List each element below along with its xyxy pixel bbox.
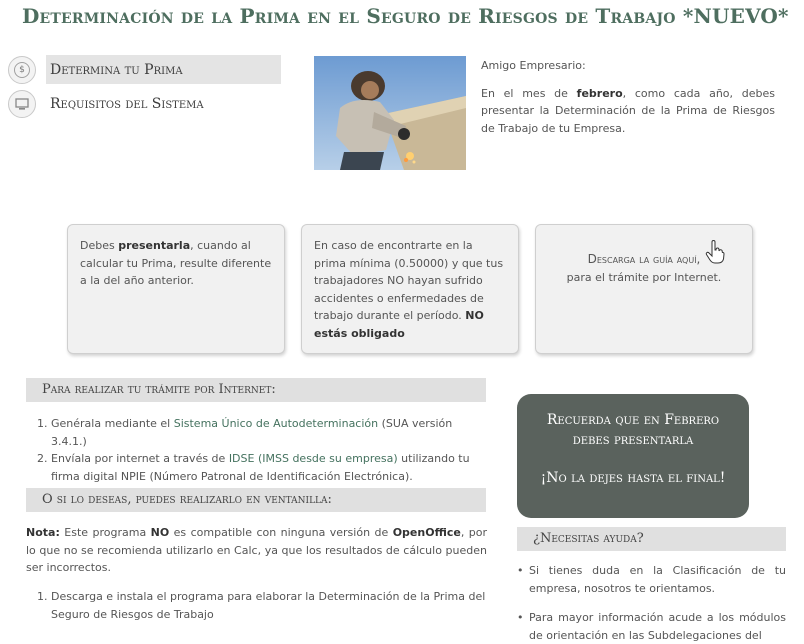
- list-item-text: Si tienes duda en la Clasificación de tu empresa, nosotros te orientamos.: [529, 564, 786, 595]
- intro-text-part: , como cada año, debes presentar la Determinación de la Prima de Riesgos de Trabajo de tu Empresa.: [481, 86, 775, 135]
- text-part: utilizando tu firma digital NPIE (Número Patronal de Identificación Electrónica).: [51, 452, 470, 483]
- page-title: Determinación de la Prima en el Seguro de Riesgos de Trabajo *NUEVO*: [22, 4, 789, 28]
- worker-photo: [314, 56, 466, 170]
- coin-icon: $: [8, 56, 36, 84]
- info-card-presentarla: [67, 224, 285, 354]
- card-bold: NO estás obligado: [314, 309, 484, 340]
- list-item: [37, 588, 487, 623]
- sua-link[interactable]: Sistema Único de Autodeterminación: [173, 417, 379, 430]
- hand-pointer-icon: [705, 240, 725, 264]
- nav-item-determina-tu-prima[interactable]: [8, 55, 283, 84]
- reminder-line: ¡No la dejes hasta el final!: [540, 470, 726, 486]
- list-item: [517, 562, 786, 597]
- list-item-text: [51, 450, 487, 485]
- side-nav: [8, 55, 283, 123]
- help-section-heading: ¿Necesitas ayuda?: [517, 527, 786, 551]
- list-item-text: [51, 415, 487, 450]
- text-part: Envíala por internet a través de: [51, 452, 229, 465]
- bullet-icon: •: [517, 564, 524, 577]
- note-bold: NO: [150, 526, 170, 539]
- reminder-line: debes presentarla: [572, 432, 694, 448]
- list-number: 1.: [37, 417, 48, 430]
- intro-text-part: En el mes de: [481, 86, 577, 100]
- list-item-text: Para mayor información acude a los módulos de orientación en las Subdelegaciones del: [529, 611, 786, 642]
- download-guide-link[interactable]: Descarga la guía aquí,: [587, 252, 701, 266]
- computer-icon: [8, 90, 36, 118]
- text-part: es compatible con ninguna versión de: [169, 526, 393, 539]
- idse-link[interactable]: IDSE (IMSS desde su empresa): [228, 452, 398, 465]
- ventanilla-steps-list: [37, 588, 487, 623]
- intro-text: [481, 57, 775, 137]
- nav-item-label: Requisitos del Sistema: [50, 95, 204, 112]
- list-item-text: Descarga e instala el programa para elaborar la Determinación de la Prima del Seguro de Riesgos de Trabajo: [51, 590, 486, 621]
- note-label: Nota:: [26, 526, 60, 539]
- february-reminder-box: [517, 394, 749, 518]
- ventanilla-section-heading: O si lo deseas, puedes realizarlo en ventanilla:: [26, 488, 486, 512]
- text-part: (SUA versión 3.4.1.): [51, 417, 453, 448]
- info-card-prima-minima: [301, 224, 519, 354]
- note-bold: OpenOffice: [392, 526, 461, 539]
- internet-steps-list: [37, 415, 487, 485]
- nav-item-label: Determina tu Prima: [50, 61, 183, 78]
- intro-greeting: Amigo Empresario:: [481, 59, 586, 72]
- reminder-line: Recuerda que en Febrero: [546, 412, 720, 428]
- list-item: [37, 415, 487, 450]
- text-part: Este programa: [59, 526, 151, 539]
- card-bold: presentarla: [118, 239, 191, 252]
- download-guide-subtext: para el trámite por Internet.: [566, 270, 722, 284]
- internet-section-heading: Para realizar tu trámite por Internet:: [26, 378, 486, 402]
- card-text: Debes: [80, 239, 119, 252]
- card-text: , cuando al calcular tu Prima, resulte diferente a la del año anterior.: [80, 239, 272, 287]
- list-item: [37, 450, 487, 485]
- intro-paragraph: [481, 85, 775, 138]
- help-list: [517, 562, 786, 644]
- list-item: [517, 609, 786, 644]
- text-part: Genérala mediante el: [51, 417, 174, 430]
- intro-bold-month: febrero: [576, 86, 623, 100]
- list-number: 2.: [37, 452, 48, 465]
- text-part: , por lo que no se recomienda utilizarlo en Calc, ya que los resultados de cálculo pueden ser incorrectos.: [26, 526, 488, 574]
- compatibility-note: [26, 524, 487, 577]
- list-number: 1.: [37, 590, 48, 603]
- bullet-icon: •: [517, 611, 524, 624]
- card-text: En caso de encontrarte en la prima mínima (0.50000) y que tus trabajadores NO hayan sufrido accidentes o enfermedades de trabajo durante el período.: [314, 239, 504, 322]
- nav-item-requisitos[interactable]: [8, 89, 283, 118]
